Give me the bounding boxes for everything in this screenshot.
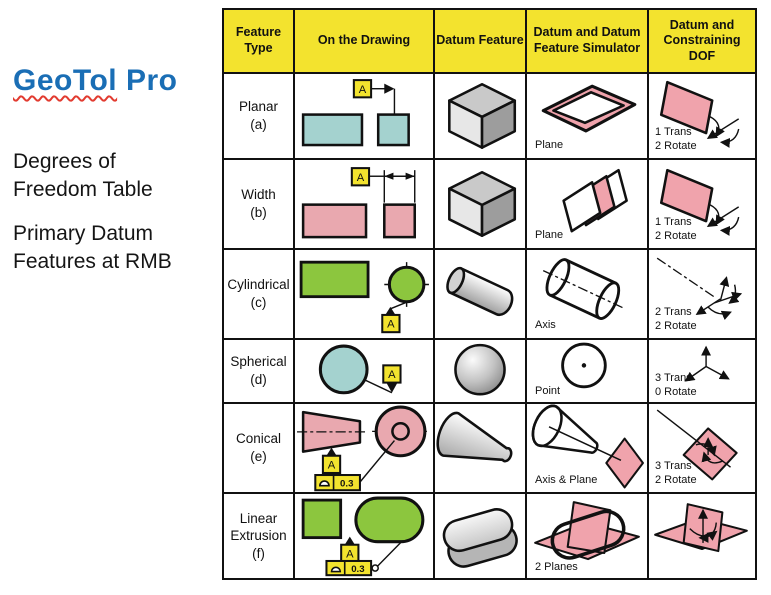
planar-dof-icon xyxy=(649,74,755,158)
feature-type-conical: Conical (e) xyxy=(223,403,294,493)
header-on-the-drawing: On the Drawing xyxy=(294,9,434,73)
width-datum-feature-icon xyxy=(435,160,525,248)
width-dof-icon xyxy=(649,160,755,248)
table-row-linear-extrusion xyxy=(223,493,756,579)
header-datum-simulator: Datum and Datum Feature Simulator xyxy=(526,9,648,73)
feature-type-width: Width (b) xyxy=(223,159,294,249)
dof-label: 1 Trans 2 Rotate xyxy=(655,126,697,153)
slide-subtitle-1: Degrees of Freedom Table xyxy=(13,150,153,201)
dof-label: 3 Trans 2 Rotate xyxy=(655,460,697,487)
header-feature-type: Feature Type xyxy=(223,9,294,73)
spherical-datum-feature-icon xyxy=(435,340,525,401)
dof-label: 2 Trans 2 Rotate xyxy=(655,306,697,333)
cylindrical-datum-feature-icon xyxy=(435,250,525,338)
planar-drawing-icon xyxy=(295,74,433,157)
degrees-of-freedom-table xyxy=(222,8,757,580)
table-row-width xyxy=(223,159,756,249)
width-drawing-icon xyxy=(295,160,433,247)
dof-label: 1 Trans 2 Rotate xyxy=(655,216,697,243)
cylindrical-drawing-icon xyxy=(295,250,433,337)
linear-extrusion-datum-feature-icon xyxy=(435,494,525,578)
svg-text:A: A xyxy=(356,172,365,185)
spherical-drawing-icon xyxy=(295,341,433,402)
svg-text:A: A xyxy=(388,368,396,381)
simulator-label: Axis & Plane xyxy=(535,473,598,486)
planar-simulator-icon xyxy=(527,74,647,157)
feature-type-planar: Planar (a) xyxy=(223,73,294,159)
simulator-label: 2 Planes xyxy=(535,560,578,573)
width-simulator-icon xyxy=(527,160,647,247)
brand-word-geotol: GeoTol xyxy=(13,64,118,97)
feature-type-spherical: Spherical (d) xyxy=(223,339,294,403)
dof-label: 3 Trans 0 Rotate xyxy=(655,372,697,398)
simulator-label: Point xyxy=(535,384,561,397)
brand-title xyxy=(13,64,177,98)
spherical-dof-icon xyxy=(649,340,755,401)
conical-dof-icon xyxy=(649,404,755,492)
simulator-label: Axis xyxy=(535,318,556,331)
cylindrical-simulator-icon xyxy=(527,250,647,337)
table-row-cylindrical xyxy=(223,249,756,339)
header-constraining-dof: Datum and Constraining DOF xyxy=(648,9,756,73)
table-row-spherical xyxy=(223,339,756,403)
conical-drawing-icon xyxy=(295,404,433,491)
linear-extrusion-drawing-icon xyxy=(295,494,433,577)
linear-extrusion-dof-icon xyxy=(649,494,755,578)
slide-subtitle-2: Primary Datum Features at RMB xyxy=(13,222,172,273)
svg-text:A: A xyxy=(358,84,367,97)
svg-text:A: A xyxy=(346,548,354,561)
svg-text:0.3: 0.3 xyxy=(340,479,354,491)
planar-datum-feature-icon xyxy=(435,74,525,158)
table-row-planar xyxy=(223,73,756,159)
spherical-simulator-icon xyxy=(527,340,647,401)
svg-text:A: A xyxy=(327,459,336,472)
feature-type-linear-extrusion: Linear Extrusion (f) xyxy=(223,493,294,579)
conical-simulator-icon xyxy=(527,404,647,491)
feature-type-cylindrical: Cylindrical (c) xyxy=(223,249,294,339)
header-datum-feature: Datum Feature xyxy=(434,9,526,73)
svg-text:0.3: 0.3 xyxy=(351,564,365,576)
linear-extrusion-simulator-icon xyxy=(527,494,647,577)
conical-datum-feature-icon xyxy=(435,404,525,492)
simulator-label: Plane xyxy=(535,228,564,241)
table-row-conical xyxy=(223,403,756,493)
brand-word-pro: Pro xyxy=(117,64,178,97)
svg-text:A: A xyxy=(387,318,395,331)
simulator-label: Plane xyxy=(535,138,564,151)
cylindrical-dof-icon xyxy=(649,250,755,338)
header-row xyxy=(223,9,756,73)
